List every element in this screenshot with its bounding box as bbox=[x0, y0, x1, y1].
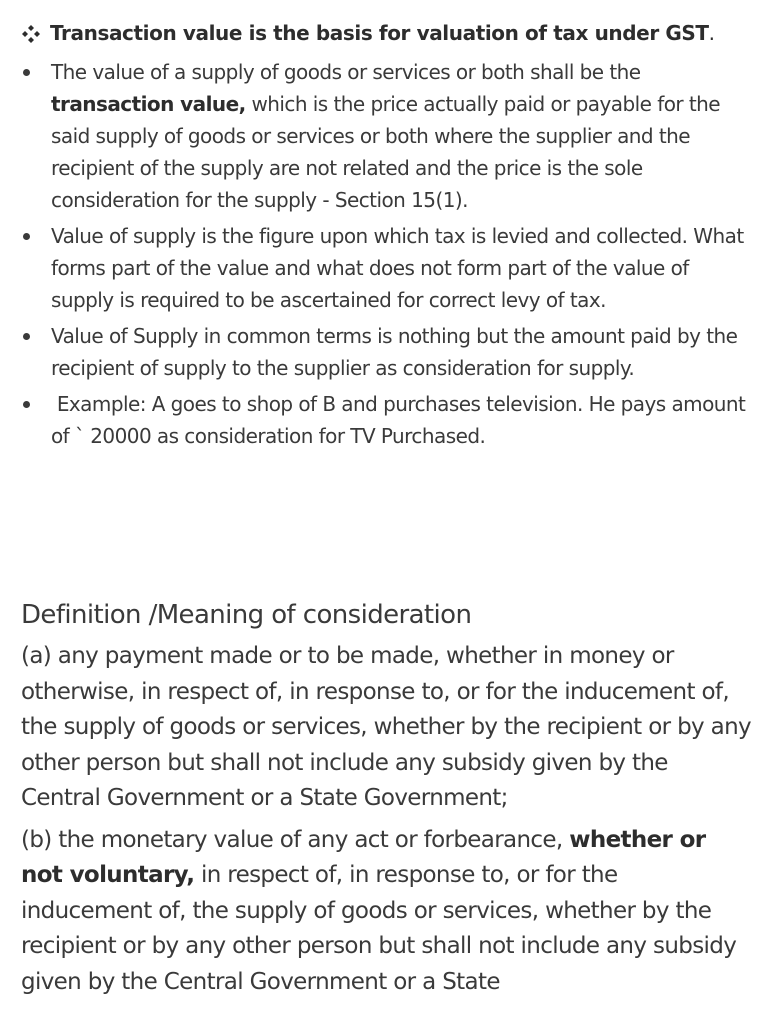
definition-section bbox=[21, 597, 751, 1006]
bullet-item-example bbox=[20, 388, 750, 452]
bullet-list bbox=[20, 56, 750, 452]
bullet-dot bbox=[23, 233, 30, 240]
bullet-bold-text: transaction value, bbox=[51, 92, 246, 116]
bullet-text: Value of Supply in common terms is nothing but the amount paid by the recipient of supply to the supplier as consideration for supply. bbox=[51, 324, 738, 380]
gst-valuation-section bbox=[20, 18, 750, 456]
bullet-item-value-of-supply bbox=[20, 220, 750, 316]
bullet-text: Example: A goes to shop of B and purchases television. He pays amount of ` 20000 as consideration for TV Purchased. bbox=[51, 392, 752, 448]
para-b-bold-text: whether or not voluntary, bbox=[21, 826, 706, 888]
bullet-text: Value of supply is the figure upon which tax is levied and collected. What forms part of the value and what does not form part of the value of supply is required to be ascertained for correct levy of tax. bbox=[51, 224, 744, 312]
headline-suffix: . bbox=[708, 21, 715, 45]
definition-para-a: (a) any payment made or to be made, whether in money or otherwise, in respect of, in response to, or for the inducement of, the supply of goods or services, whether by the recipient or by any other person but shall not include any subsidy given by the Central Government or a State Government; bbox=[21, 643, 751, 811]
para-b-text: in respect of, in response to, or for the inducement of, the supply of goods or services, whether by the recipient or by any other person but shall not include any subsidy given by the Central Government or a State bbox=[21, 862, 737, 995]
section-headline bbox=[20, 18, 750, 48]
four-diamond-bullet-icon bbox=[20, 24, 42, 44]
definition-title: Definition /Meaning of consideration bbox=[21, 600, 472, 630]
bullet-dot bbox=[23, 401, 30, 408]
bullet-dot bbox=[23, 69, 30, 76]
bullet-item-common-terms bbox=[20, 320, 750, 384]
para-b-text: (b) the monetary value of any act or forbearance, bbox=[21, 826, 570, 853]
bullet-text: which is the price actually paid or payable for the said supply of goods or services or both where the supplier and the recipient of the supply are not related and the price is the sole consideration for the supply - Section 15(1). bbox=[51, 92, 721, 212]
headline-text: Transaction value is the basis for valuation of tax under GST bbox=[50, 21, 709, 45]
bullet-dot bbox=[23, 333, 30, 340]
bullet-text: The value of a supply of goods or services or both shall be the bbox=[51, 60, 641, 84]
bullet-item-transaction-value bbox=[20, 56, 750, 216]
definition-para-b bbox=[21, 823, 751, 1001]
